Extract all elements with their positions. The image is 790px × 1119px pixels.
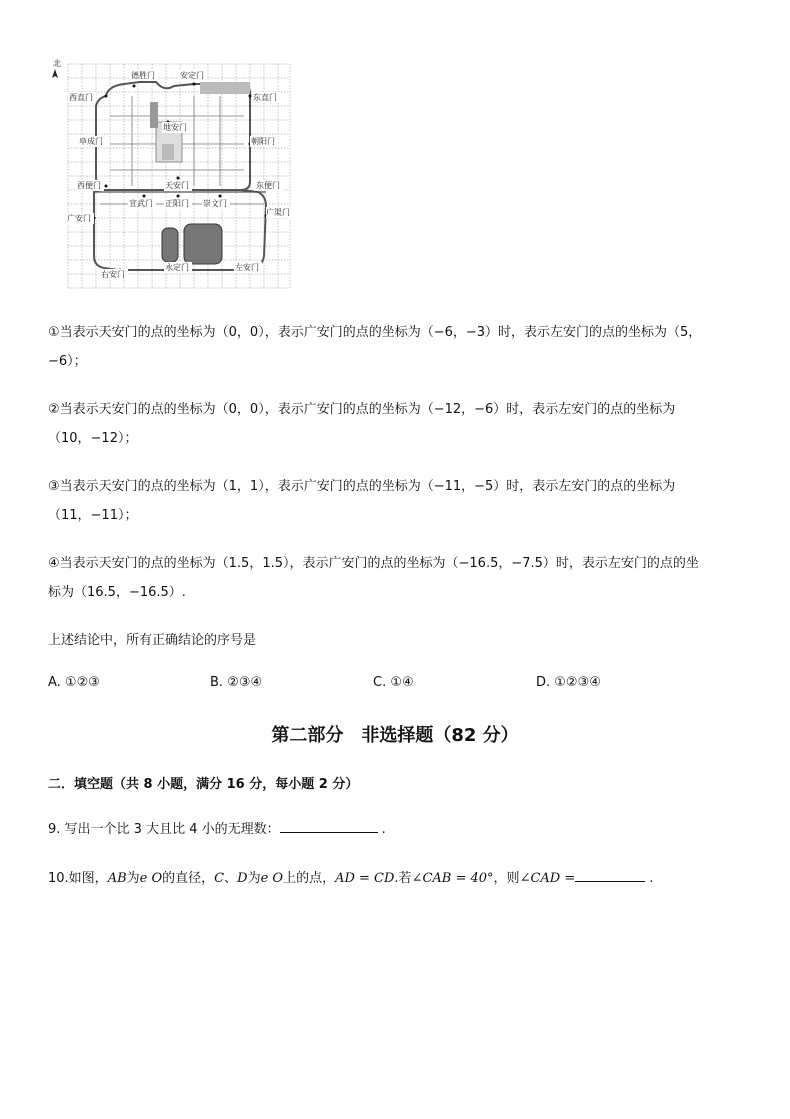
inner-streets xyxy=(110,96,244,186)
gate-label-youan: 右安门 xyxy=(101,270,125,279)
q10-part2: 为 xyxy=(126,871,140,886)
q10-circle-2: e O xyxy=(260,871,284,886)
gate-label-desheng: 德胜门 xyxy=(131,71,155,80)
q10-part3: 的直径， xyxy=(162,871,215,886)
statement-4-line-2: 标为（16.5，−16.5）. xyxy=(48,585,186,600)
statement-4-line-1: ④当表示天安门的点的坐标为（1.5，1.5），表示广安门的点的坐标为（−16.5，−7.5）时，表示左安门的点的坐 xyxy=(48,556,699,571)
q10-end: . xyxy=(649,871,654,886)
gate-label-tiananmen: 天安门 xyxy=(165,181,189,190)
q10-part8: ，则 xyxy=(493,871,520,886)
q10-ab: AB xyxy=(107,871,127,886)
gate-label-dianmen: 地安门 xyxy=(163,123,187,132)
gate-label-guangqu: 广渠门 xyxy=(266,208,290,217)
q10-eq-cad: ∠CAD = xyxy=(519,871,576,886)
section2-heading: 二．填空题（共 8 小题，满分 16 分，每小题 2 分） xyxy=(48,777,359,792)
q9-end: . xyxy=(381,822,386,837)
q9-answer-blank[interactable] xyxy=(280,818,378,833)
north-arrow-icon xyxy=(52,69,58,78)
temple-west xyxy=(162,228,178,262)
gate-label-dongbian: 东便门 xyxy=(256,181,280,190)
question-9 xyxy=(48,818,386,840)
gate-label-chaoyang: 朝阳门 xyxy=(251,137,275,146)
q10-c: C xyxy=(214,871,225,886)
statement-3-line-2: （11，−11）； xyxy=(48,508,138,523)
gate-label-fucheng: 阜成门 xyxy=(79,137,103,146)
q10-circle-1: e O xyxy=(139,871,163,886)
q10-part5: 为 xyxy=(247,871,261,886)
question-9-text: 9. 写出一个比 3 大且比 4 小的无理数： xyxy=(48,822,280,837)
gate-label-guangan: 广安门 xyxy=(67,214,91,223)
option-b[interactable]: B. ②③④ xyxy=(210,675,263,690)
map-figure xyxy=(44,56,296,296)
part2-title: 第二部分 非选择题（82 分） xyxy=(271,725,519,746)
q10-answer-blank[interactable] xyxy=(575,867,645,882)
temple-east xyxy=(184,224,222,264)
q10-part1: 10.如图， xyxy=(48,871,108,886)
option-d[interactable]: D. ①②③④ xyxy=(536,675,601,690)
statement-2-line-1: ②当表示天安门的点的坐标为（0，0），表示广安门的点的坐标为（−12，−6）时，表示左安门的点的坐标为 xyxy=(48,402,676,417)
gate-label-xuanwu: 宣武门 xyxy=(129,199,153,208)
statement-1-line-2: −6）； xyxy=(48,354,87,369)
q10-part4: 、 xyxy=(224,871,238,886)
q10-part6: 上的点， xyxy=(283,871,336,886)
gate-label-zuoan: 左安门 xyxy=(235,263,259,272)
q10-d: D xyxy=(237,871,248,886)
north-wall-shade xyxy=(200,82,250,94)
gate-markers xyxy=(93,83,268,272)
statement-2-line-2: （10，−12）； xyxy=(48,431,138,446)
gate-label-chongwen: 崇文门 xyxy=(203,199,227,208)
q10-part7: .若 xyxy=(394,871,412,886)
gate-label-xizhi: 西直门 xyxy=(69,93,93,102)
question-prompt: 上述结论中，所有正确结论的序号是 xyxy=(48,633,257,648)
beijing-gates-map xyxy=(44,56,296,296)
gate-label-xibian: 西便门 xyxy=(77,181,101,190)
gate-label-anding: 安定门 xyxy=(180,71,204,80)
answer-options xyxy=(48,675,748,695)
option-a[interactable]: A. ①②③ xyxy=(48,675,100,690)
q10-eq-cab: ∠CAB = 40° xyxy=(411,871,494,886)
q10-eq-ad-cd: AD = CD xyxy=(335,871,395,886)
north-label: 北 xyxy=(53,59,61,68)
gate-label-yongding: 永定门 xyxy=(165,263,189,272)
statement-1-line-1: ①当表示天安门的点的坐标为（0，0），表示广安门的点的坐标为（−6，−3）时，表示左安门的点的坐标为（5， xyxy=(48,325,702,340)
question-10 xyxy=(48,867,653,889)
gate-label-zhengyang: 正阳门 xyxy=(165,199,189,208)
statement-3-line-1: ③当表示天安门的点的坐标为（1，1），表示广安门的点的坐标为（−11，−5）时，表示左安门的点的坐标为 xyxy=(48,479,676,494)
option-c[interactable]: C. ①④ xyxy=(373,675,414,690)
gate-label-dongzhi: 东直门 xyxy=(253,93,277,102)
